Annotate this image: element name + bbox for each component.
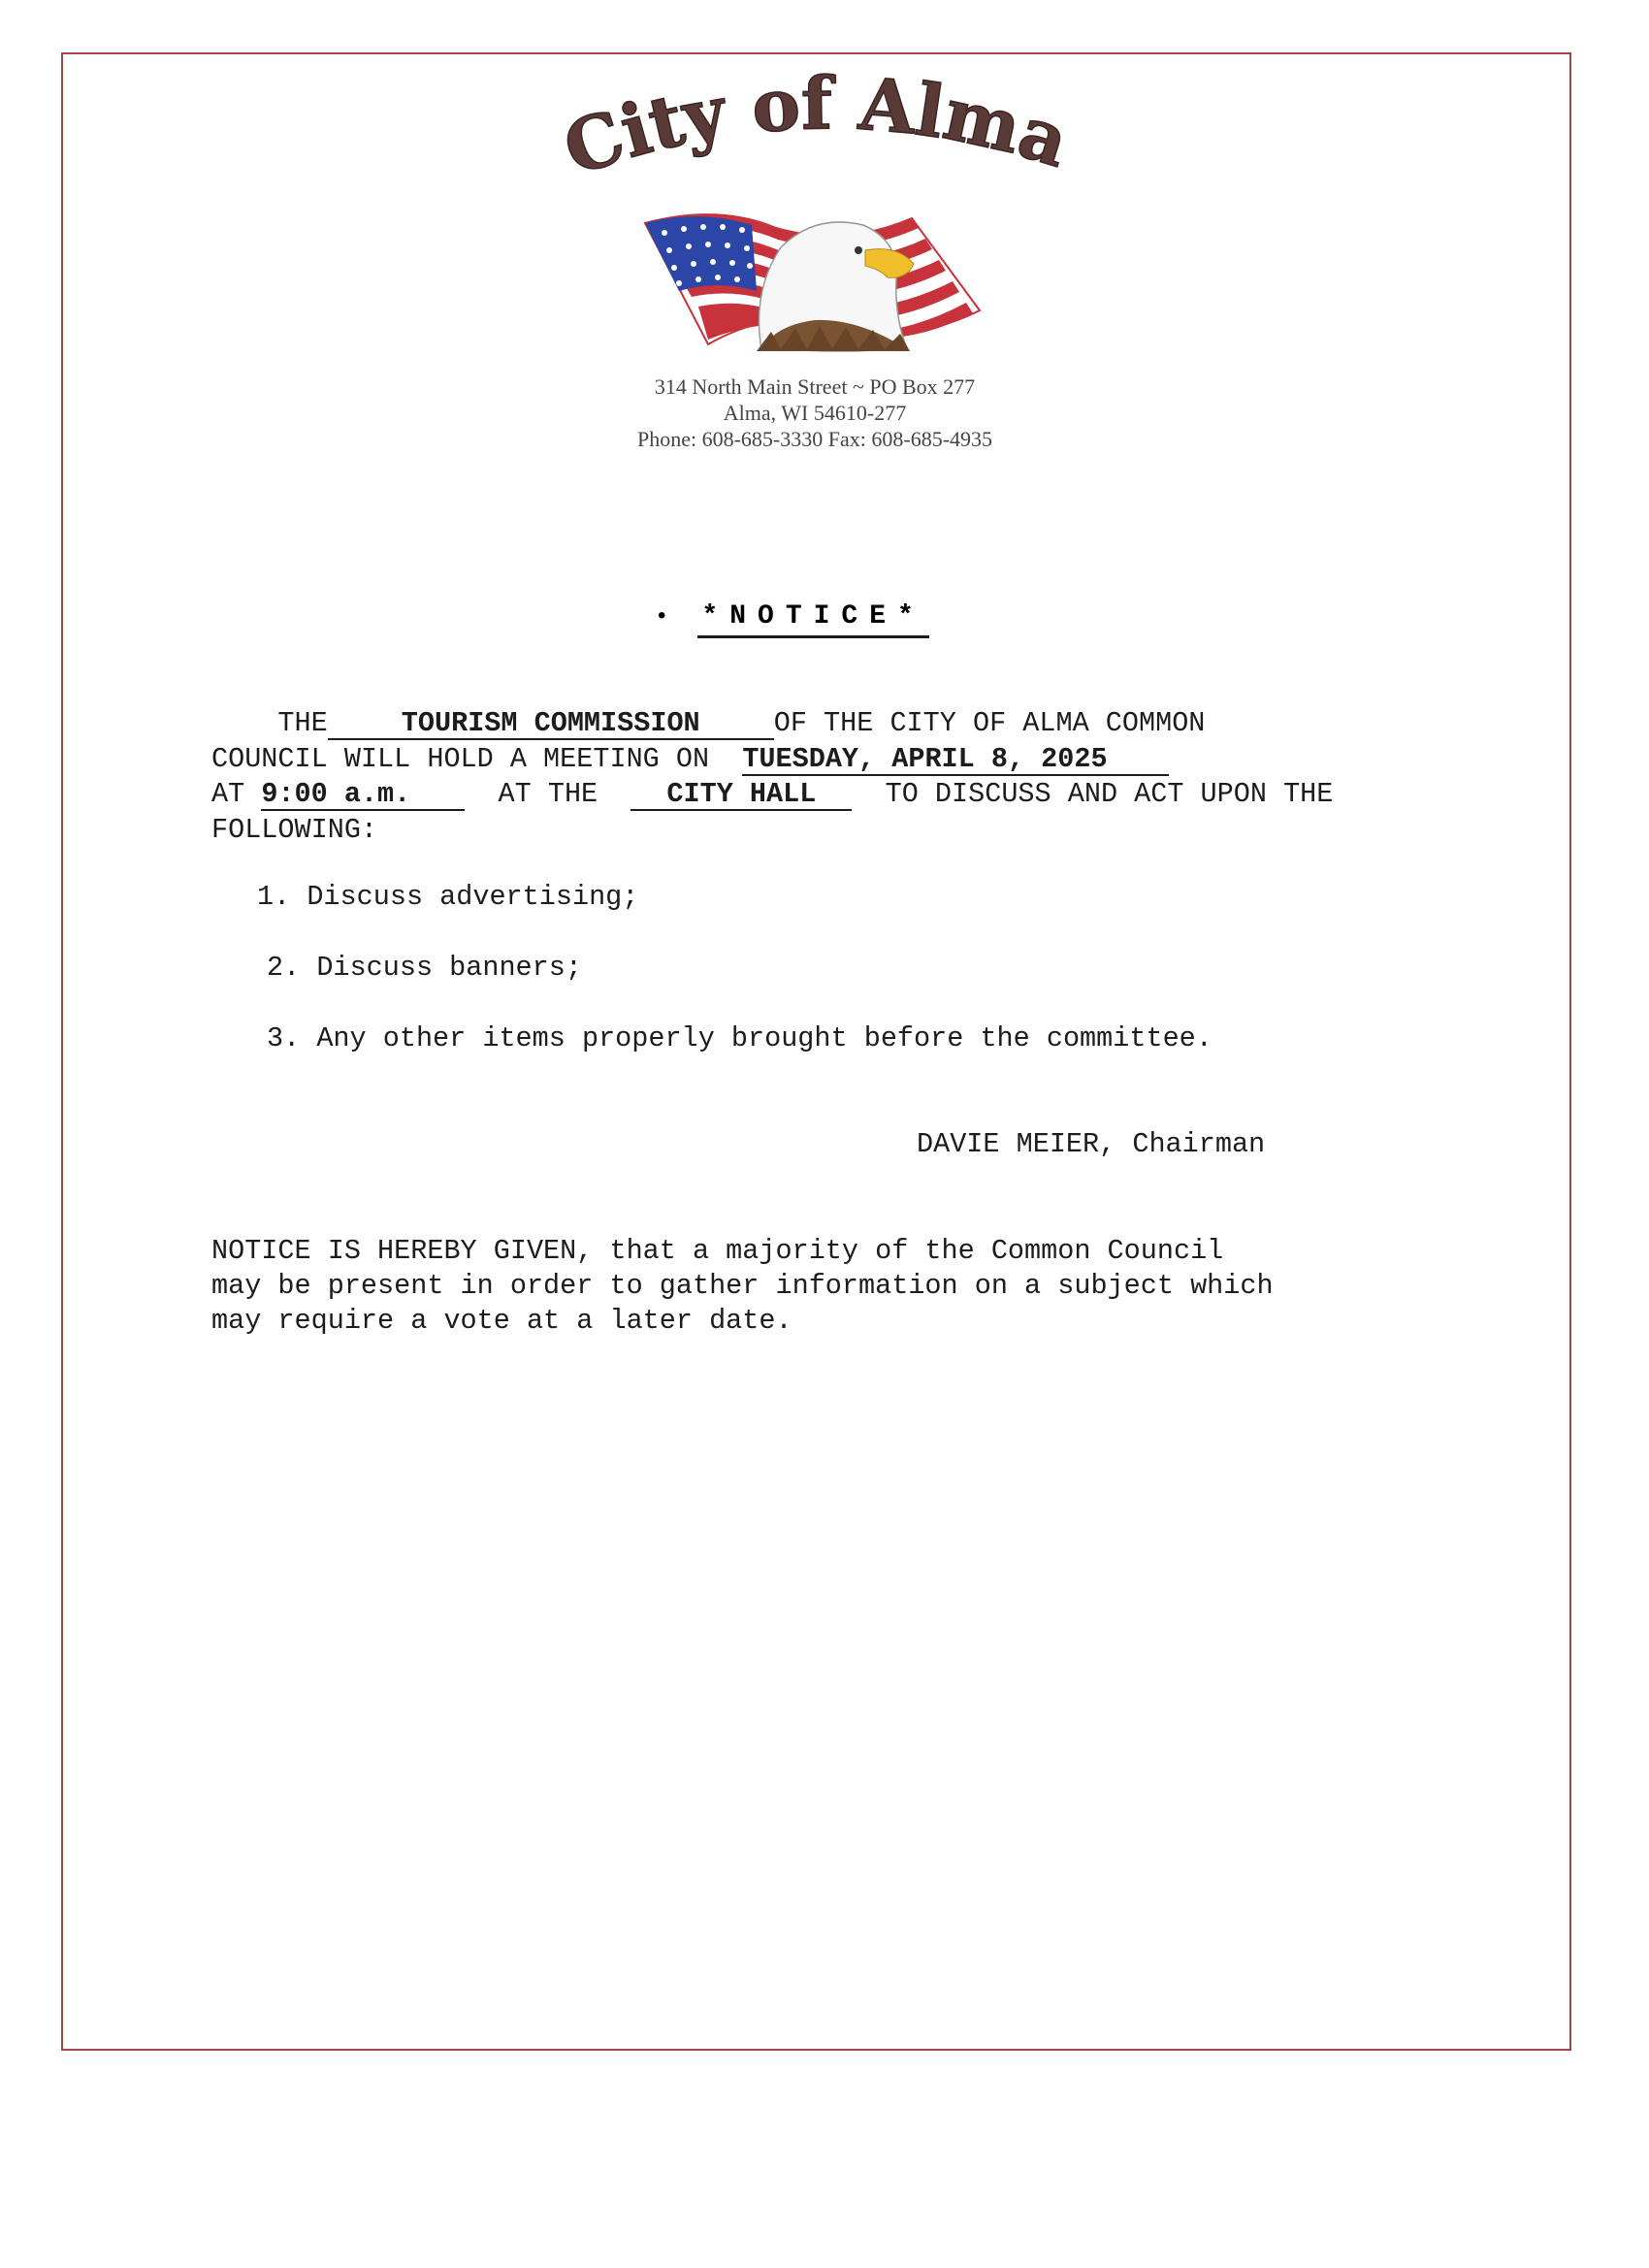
the-label: THE [277,707,328,739]
agenda-item-text: Any other items properly brought before the committee. [316,1022,1212,1054]
agenda-item-number: 3. [267,1022,301,1054]
at-the-label: AT THE [498,778,598,810]
body-name: TOURISM COMMISSION [328,709,774,740]
agenda-item-text: Discuss banners; [316,952,582,984]
meeting-date: TUESDAY, APRIL 8, 2025 [742,745,1169,776]
agenda-item [267,1022,1212,1054]
agenda-item [257,881,638,913]
at-label: AT [211,778,245,810]
meeting-paragraph [211,706,1472,848]
address-block [524,373,1106,452]
address-city: Alma, WI 54610-277 [723,401,907,425]
text-line2: COUNCIL WILL HOLD A MEETING ON [211,742,710,775]
footer-notice [211,1234,1472,1339]
text-line4: FOLLOWING: [211,813,378,846]
footer-line: may be present in order to gather information on a subject which [211,1270,1274,1302]
footer-line: NOTICE IS HEREBY GIVEN, that a majority of the Common Council [211,1235,1224,1267]
meeting-location: CITY HALL [630,780,852,811]
meeting-time: 9:00 a.m. [261,780,465,811]
text-after-location: TO DISCUSS AND ACT UPON THE [885,778,1334,810]
notice-title: *NOTICE* [697,602,928,638]
agenda-item-text: Discuss advertising; [307,881,639,913]
address-phone-fax: Phone: 608-685-3330 Fax: 608-685-4935 [636,427,993,451]
agenda-item [267,952,582,984]
notice-heading [655,601,929,638]
signature-line: DAVIE MEIER, Chairman [917,1128,1266,1160]
city-logo [524,58,1106,378]
letterhead [524,58,1106,466]
footer-line: may require a vote at a later date. [211,1305,792,1337]
agenda-item-number: 1. [257,881,291,913]
city-name-logo-text: City of Alma [554,62,1079,193]
notice-bullet: • [655,604,669,631]
agenda-item-number: 2. [267,952,301,984]
text-after-body: OF THE CITY OF ALMA COMMON [773,707,1206,739]
address-street: 314 North Main Street ~ PO Box 277 [654,374,976,399]
